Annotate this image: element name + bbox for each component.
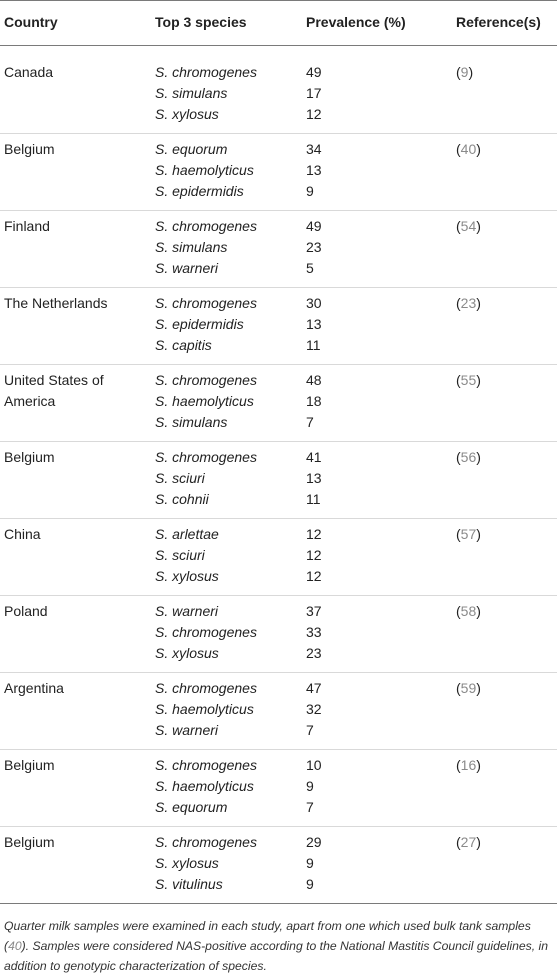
prevalence-cell	[296, 750, 446, 827]
table-row	[0, 827, 557, 904]
prevalence-cell	[296, 673, 446, 750]
reference-cell	[446, 46, 557, 134]
country-cell	[0, 673, 144, 750]
country-cell	[0, 442, 144, 519]
reference-link[interactable]: 55	[460, 372, 477, 388]
prevalence-value: 10	[306, 757, 322, 773]
prevalence-value: 23	[306, 239, 322, 255]
footnote-reference-link[interactable]: 40	[8, 939, 22, 953]
species-cell	[144, 596, 296, 673]
prevalence-value: 18	[306, 393, 322, 409]
footnote-text-start: Quarter milk samples were examined in each study, apart from one which used bulk tank samples (	[4, 919, 531, 953]
species-name: S. arlettae	[155, 526, 219, 542]
prevalence-value: 33	[306, 624, 322, 640]
reference-open-paren: (	[456, 218, 461, 234]
prevalence-value: 9	[306, 183, 314, 199]
reference-cell	[446, 442, 557, 519]
prevalence-cell	[296, 365, 446, 442]
prevalence-value: 7	[306, 414, 314, 430]
header-species: Top 3 species	[144, 1, 296, 46]
country-cell	[0, 596, 144, 673]
country-name: Belgium	[4, 449, 55, 465]
prevalence-cell	[296, 519, 446, 596]
prevalence-cell	[296, 827, 446, 904]
prevalence-value: 23	[306, 645, 322, 661]
species-name: S. cohnii	[155, 491, 209, 507]
prevalence-value: 9	[306, 778, 314, 794]
header-row	[0, 1, 557, 46]
reference-cell	[446, 827, 557, 904]
header-references: Reference(s)	[446, 1, 557, 46]
country-cell	[0, 211, 144, 288]
species-name: S. warneri	[155, 603, 219, 619]
species-name: S. chromogenes	[155, 295, 257, 311]
species-cell	[144, 519, 296, 596]
reference-close-paren: )	[476, 603, 481, 619]
table-row	[0, 596, 557, 673]
species-name: S. simulans	[155, 239, 228, 255]
species-name: S. chromogenes	[155, 757, 257, 773]
reference-link[interactable]: 56	[460, 449, 477, 465]
reference-open-paren: (	[456, 141, 461, 157]
prevalence-cell	[296, 46, 446, 134]
reference-close-paren: )	[476, 680, 481, 696]
reference-open-paren: (	[456, 680, 461, 696]
reference-link[interactable]: 59	[460, 680, 477, 696]
reference-close-paren: )	[476, 141, 481, 157]
prevalence-value: 49	[306, 64, 322, 80]
species-name: S. sciuri	[155, 470, 205, 486]
prevalence-value: 47	[306, 680, 322, 696]
reference-link[interactable]: 23	[460, 295, 477, 311]
species-name: S. epidermidis	[155, 316, 244, 332]
prevalence-cell	[296, 211, 446, 288]
country-name: Argentina	[4, 680, 64, 696]
species-cell	[144, 134, 296, 211]
prevalence-value: 11	[306, 337, 321, 353]
prevalence-value: 17	[306, 85, 322, 101]
reference-close-paren: )	[476, 449, 481, 465]
country-cell	[0, 519, 144, 596]
reference-cell	[446, 673, 557, 750]
prevalence-value: 9	[306, 855, 314, 871]
footnote-text-end: ). Samples were considered NAS-positive according to the National Mastitis Council guidelines, in addition to genotypic characterization of species.	[4, 939, 548, 973]
species-name: S. haemolyticus	[155, 701, 254, 717]
species-name: S. vitulinus	[155, 876, 223, 892]
table-row	[0, 134, 557, 211]
reference-open-paren: (	[456, 449, 461, 465]
reference-open-paren: (	[456, 64, 461, 80]
species-cell	[144, 46, 296, 134]
table-row	[0, 288, 557, 365]
prevalence-value: 12	[306, 568, 322, 584]
country-name: Belgium	[4, 757, 55, 773]
reference-cell	[446, 288, 557, 365]
prevalence-cell	[296, 596, 446, 673]
species-name: S. equorum	[155, 799, 228, 815]
reference-close-paren: )	[476, 526, 481, 542]
country-cell	[0, 827, 144, 904]
table-row	[0, 750, 557, 827]
species-name: S. warneri	[155, 260, 219, 276]
species-cell	[144, 211, 296, 288]
prevalence-value: 9	[306, 876, 314, 892]
table-row	[0, 673, 557, 750]
country-name: China	[4, 526, 41, 542]
species-cell	[144, 673, 296, 750]
table-footnote	[0, 904, 557, 976]
header-prevalence: Prevalence (%)	[296, 1, 446, 46]
reference-link[interactable]: 57	[460, 526, 477, 542]
reference-open-paren: (	[456, 526, 461, 542]
reference-cell	[446, 519, 557, 596]
species-name: S. chromogenes	[155, 64, 257, 80]
species-name: S. capitis	[155, 337, 212, 353]
prevalence-value: 48	[306, 372, 322, 388]
prevalence-value: 12	[306, 547, 322, 563]
reference-open-paren: (	[456, 372, 461, 388]
species-cell	[144, 365, 296, 442]
species-name: S. chromogenes	[155, 624, 257, 640]
species-name: S. chromogenes	[155, 834, 257, 850]
species-cell	[144, 442, 296, 519]
reference-open-paren: (	[456, 295, 461, 311]
table-header	[0, 1, 557, 46]
species-name: S. equorum	[155, 141, 228, 157]
reference-close-paren: )	[476, 218, 481, 234]
species-name: S. sciuri	[155, 547, 205, 563]
prevalence-value: 13	[306, 162, 322, 178]
header-country: Country	[0, 1, 144, 46]
country-cell	[0, 750, 144, 827]
species-name: S. haemolyticus	[155, 162, 254, 178]
reference-open-paren: (	[456, 834, 461, 850]
table-row	[0, 442, 557, 519]
species-name: S. warneri	[155, 722, 219, 738]
species-name: S. xylosus	[155, 855, 219, 871]
prevalence-value: 49	[306, 218, 322, 234]
reference-open-paren: (	[456, 603, 461, 619]
country-cell	[0, 134, 144, 211]
country-name: Poland	[4, 603, 48, 619]
country-cell	[0, 288, 144, 365]
species-name: S. chromogenes	[155, 680, 257, 696]
species-name: S. chromogenes	[155, 372, 257, 388]
reference-close-paren: )	[476, 295, 481, 311]
country-name: The Netherlands	[4, 295, 108, 311]
species-cell	[144, 750, 296, 827]
species-name: S. haemolyticus	[155, 778, 254, 794]
prevalence-cell	[296, 288, 446, 365]
prevalence-value: 34	[306, 141, 322, 157]
reference-close-paren: )	[476, 757, 481, 773]
reference-open-paren: (	[456, 757, 461, 773]
prevalence-value: 13	[306, 316, 322, 332]
reference-link[interactable]: 9	[460, 64, 469, 80]
prevalence-value: 12	[306, 526, 322, 542]
table-row	[0, 519, 557, 596]
table-row	[0, 211, 557, 288]
reference-cell	[446, 134, 557, 211]
prevalence-cell	[296, 442, 446, 519]
country-cell	[0, 365, 144, 442]
reference-link[interactable]: 16	[460, 757, 477, 773]
prevalence-value: 30	[306, 295, 322, 311]
prevalence-value: 5	[306, 260, 314, 276]
species-name: S. epidermidis	[155, 183, 244, 199]
prevalence-value: 32	[306, 701, 322, 717]
reference-link[interactable]: 40	[460, 141, 477, 157]
prevalence-value: 29	[306, 834, 322, 850]
reference-cell	[446, 596, 557, 673]
species-name: S. chromogenes	[155, 449, 257, 465]
species-cell	[144, 827, 296, 904]
species-name: S. haemolyticus	[155, 393, 254, 409]
prevalence-value: 37	[306, 603, 322, 619]
reference-cell	[446, 365, 557, 442]
species-name: S. xylosus	[155, 106, 219, 122]
country-name: Belgium	[4, 141, 55, 157]
species-cell	[144, 288, 296, 365]
prevalence-value: 12	[306, 106, 322, 122]
country-name: Belgium	[4, 834, 55, 850]
country-name: United States of America	[4, 372, 104, 409]
reference-link[interactable]: 58	[460, 603, 477, 619]
prevalence-value: 41	[306, 449, 322, 465]
prevalence-value: 13	[306, 470, 322, 486]
table-row	[0, 365, 557, 442]
table-body	[0, 46, 557, 904]
reference-cell	[446, 211, 557, 288]
reference-close-paren: )	[476, 372, 481, 388]
prevalence-value: 7	[306, 799, 314, 815]
reference-link[interactable]: 54	[460, 218, 477, 234]
prevalence-cell	[296, 134, 446, 211]
prevalence-value: 11	[306, 491, 321, 507]
reference-close-paren: )	[476, 834, 481, 850]
reference-cell	[446, 750, 557, 827]
country-cell	[0, 46, 144, 134]
reference-close-paren: )	[468, 64, 474, 80]
species-name: S. chromogenes	[155, 218, 257, 234]
species-name: S. xylosus	[155, 568, 219, 584]
country-name: Finland	[4, 218, 50, 234]
prevalence-value: 7	[306, 722, 314, 738]
species-name: S. xylosus	[155, 645, 219, 661]
species-name: S. simulans	[155, 85, 228, 101]
country-name: Canada	[4, 64, 54, 80]
reference-link[interactable]: 27	[460, 834, 477, 850]
species-name: S. simulans	[155, 414, 228, 430]
table-row	[0, 46, 557, 134]
